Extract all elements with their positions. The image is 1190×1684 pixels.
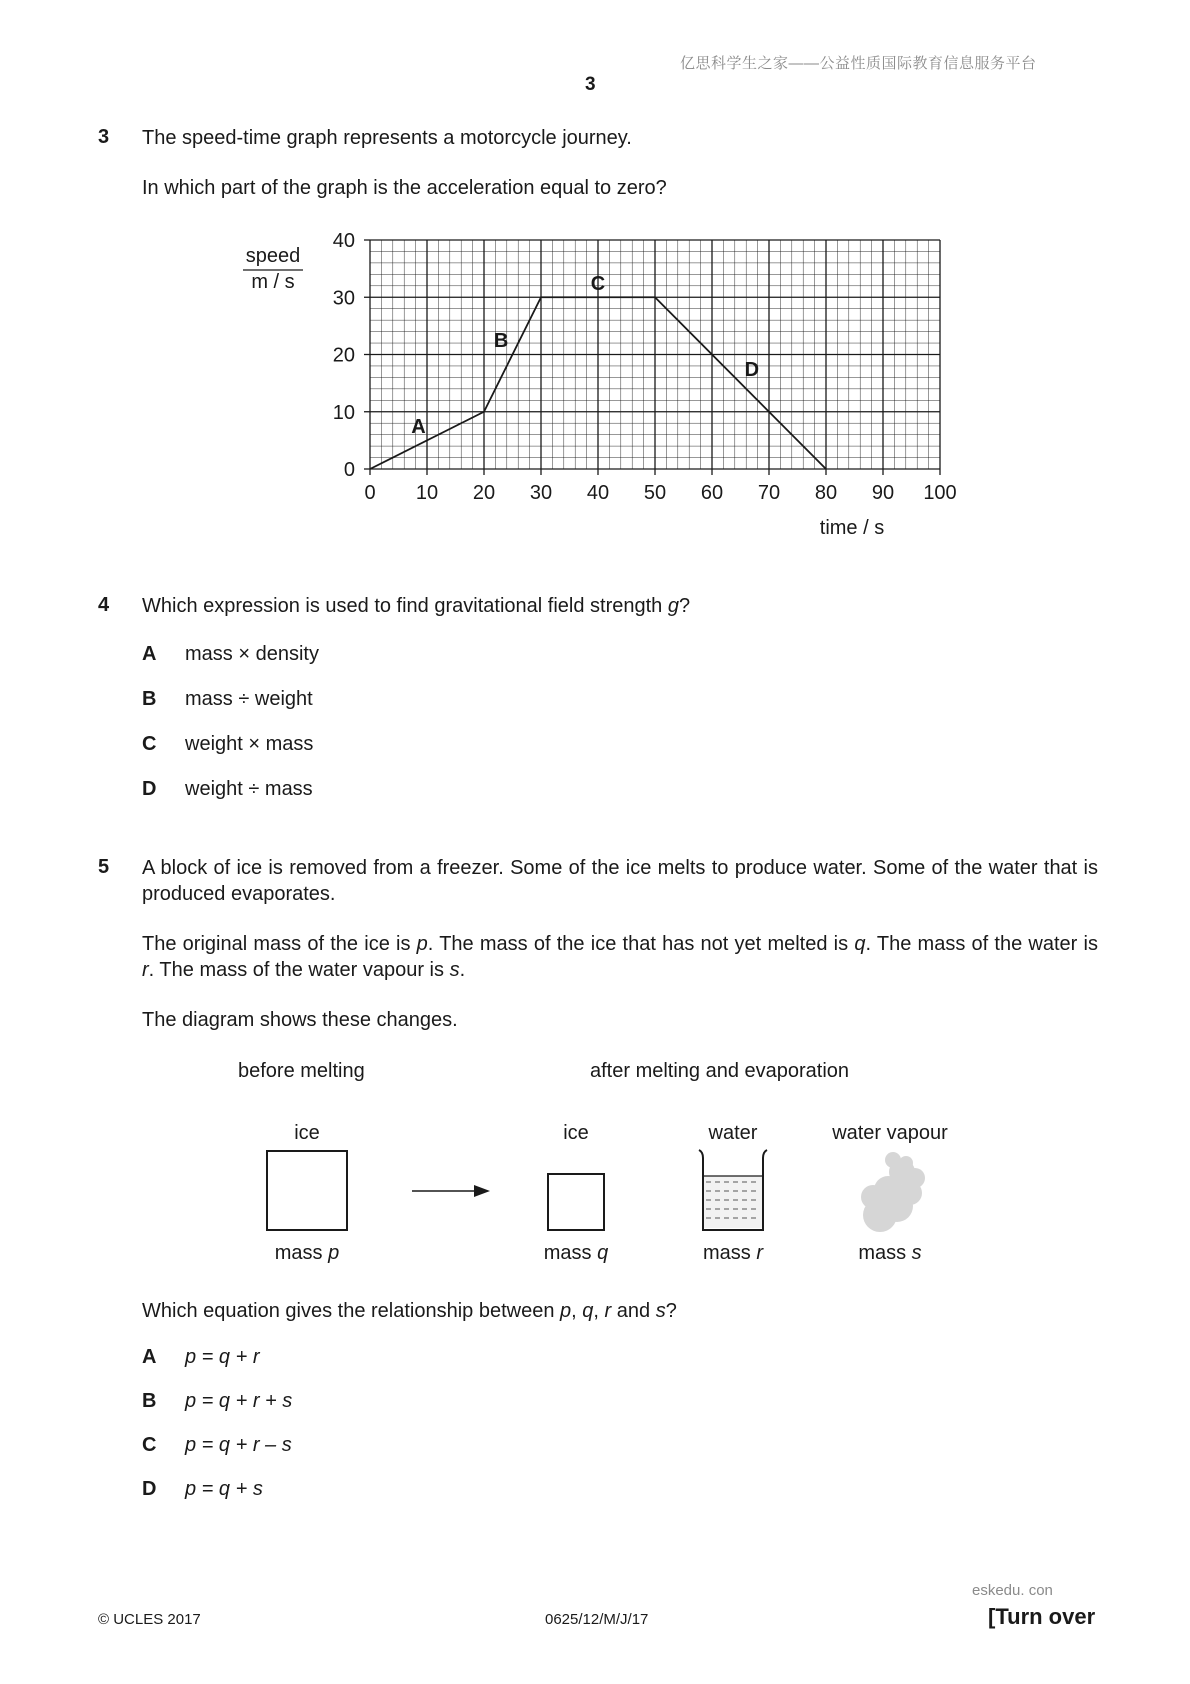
arrow-head-icon bbox=[474, 1185, 490, 1197]
question-3-number: 3 bbox=[98, 126, 110, 148]
x-tick-label: 10 bbox=[415, 482, 439, 504]
beaker-icon bbox=[699, 1150, 767, 1230]
p2-var-p: p bbox=[416, 933, 428, 955]
y-tick-label: 20 bbox=[332, 344, 355, 367]
chart-grid bbox=[364, 240, 940, 475]
mass-r-label bbox=[673, 1240, 793, 1266]
question-4-number: 4 bbox=[98, 594, 110, 616]
x-tick-label: 30 bbox=[529, 482, 553, 504]
p2-part: . The mass of the water is bbox=[865, 933, 1098, 955]
q5-option-a-text[interactable]: p = q + r bbox=[185, 1346, 260, 1368]
question-3-line-1: The speed-time graph represents a motorcycle journey. bbox=[142, 127, 632, 149]
vapour-cloud-icon bbox=[861, 1152, 925, 1232]
chart-tick-labels bbox=[333, 230, 957, 504]
q5q-var-r: r bbox=[604, 1300, 612, 1322]
q5q-part: and bbox=[611, 1300, 656, 1322]
mass-var-s: s bbox=[911, 1242, 922, 1264]
footer-copyright: © UCLES 2017 bbox=[98, 1611, 201, 1628]
water-vapour-label: water vapour bbox=[832, 1122, 948, 1144]
y-axis-label-units: m / s bbox=[251, 271, 295, 293]
ice-label-after: ice bbox=[563, 1122, 589, 1144]
p2-var-q: q bbox=[854, 933, 866, 955]
p2-var-r: r bbox=[142, 959, 149, 981]
page-number: 3 bbox=[585, 74, 596, 95]
question-5-paragraph-2 bbox=[142, 931, 1098, 983]
q5q-part: , bbox=[593, 1300, 605, 1322]
ice-block-small bbox=[548, 1174, 604, 1230]
x-tick-label: 90 bbox=[871, 482, 895, 504]
turn-over-label: [Turn over bbox=[988, 1604, 1096, 1629]
question-5-question bbox=[142, 1298, 677, 1324]
mass-word: mass bbox=[274, 1242, 323, 1264]
segment-label-d: D bbox=[744, 358, 760, 381]
q4-option-a-text[interactable]: mass × density bbox=[185, 643, 319, 665]
question-5-paragraph-3: The diagram shows these changes. bbox=[142, 1009, 458, 1031]
q5-option-a-letter[interactable]: A bbox=[142, 1346, 157, 1368]
x-tick-label: 50 bbox=[643, 482, 667, 504]
mass-s-label bbox=[830, 1240, 950, 1266]
q4-option-c-text[interactable]: weight × mass bbox=[185, 733, 314, 755]
p2-var-s: s bbox=[449, 959, 460, 981]
mass-var-q: q bbox=[597, 1242, 609, 1264]
y-tick-label: 30 bbox=[332, 287, 355, 310]
y-tick-label: 0 bbox=[343, 459, 355, 481]
mass-var-p: p bbox=[328, 1242, 340, 1264]
q5q-var-q: q bbox=[582, 1300, 594, 1322]
question-3-line-2: In which part of the graph is the acceleration equal to zero? bbox=[142, 177, 667, 199]
mass-word: mass bbox=[858, 1242, 907, 1264]
speed-time-graph bbox=[200, 220, 980, 550]
y-tick-label: 10 bbox=[332, 401, 355, 424]
q5-option-d-letter[interactable]: D bbox=[142, 1478, 157, 1500]
q4-option-c-letter[interactable]: C bbox=[142, 733, 157, 755]
q5-option-c-letter[interactable]: C bbox=[142, 1434, 157, 1456]
q5q-var-s: s bbox=[655, 1300, 666, 1322]
q5-option-d-text[interactable]: p = q + s bbox=[185, 1478, 263, 1500]
x-tick-label: 0 bbox=[364, 482, 376, 504]
q4-option-a-letter[interactable]: A bbox=[142, 643, 157, 665]
ice-block-large bbox=[267, 1151, 347, 1230]
segment-label-b: B bbox=[493, 330, 509, 353]
x-tick-label: 80 bbox=[814, 482, 838, 504]
question-4-text-before: Which expression is used to find gravitational field strength bbox=[142, 595, 668, 617]
q5-option-b-text[interactable]: p = q + r + s bbox=[185, 1390, 293, 1412]
x-tick-label: 60 bbox=[700, 482, 724, 504]
q4-option-b-text[interactable]: mass ÷ weight bbox=[185, 688, 313, 710]
q5q-part: ? bbox=[665, 1300, 677, 1322]
mass-var-r: r bbox=[756, 1242, 764, 1264]
footer-site-watermark: eskedu. con bbox=[972, 1582, 1053, 1599]
segment-label-c: C bbox=[590, 272, 606, 295]
p2-part: . bbox=[459, 959, 466, 981]
mass-p-label bbox=[247, 1240, 367, 1266]
y-axis-label-speed: speed bbox=[245, 245, 301, 267]
q5q-var-p: p bbox=[560, 1300, 572, 1322]
q5-option-b-letter[interactable]: B bbox=[142, 1390, 157, 1412]
question-5-paragraph-1: A block of ice is removed from a freezer. Some of the ice melts to produce water. Some of the water that is produced evaporates. bbox=[142, 857, 1098, 905]
x-axis-label: time / s bbox=[819, 517, 885, 539]
ice-label-before: ice bbox=[294, 1122, 320, 1144]
q4-option-d-text[interactable]: weight ÷ mass bbox=[185, 778, 313, 800]
q5q-part: Which equation gives the relationship between bbox=[142, 1300, 561, 1322]
mass-q-label bbox=[516, 1240, 636, 1266]
p2-part: The original mass of the ice is bbox=[142, 933, 417, 955]
before-melting-heading: before melting bbox=[238, 1060, 365, 1082]
segment-label-a: A bbox=[411, 416, 426, 439]
question-4-text bbox=[142, 593, 690, 619]
x-tick-label: 70 bbox=[757, 482, 781, 504]
q5q-part: , bbox=[571, 1300, 583, 1322]
question-4-text-after: ? bbox=[678, 595, 691, 617]
question-5-number: 5 bbox=[98, 856, 110, 878]
water-label: water bbox=[708, 1122, 758, 1144]
p2-part: . The mass of the ice that has not yet melted is bbox=[427, 933, 855, 955]
p2-part: . The mass of the water vapour is bbox=[148, 959, 450, 981]
q4-option-d-letter[interactable]: D bbox=[142, 778, 157, 800]
x-tick-label: 40 bbox=[586, 482, 610, 504]
mass-word: mass bbox=[543, 1242, 592, 1264]
melting-diagram bbox=[260, 1145, 960, 1240]
header-watermark: 亿思科学生之家——公益性质国际教育信息服务平台 bbox=[680, 55, 1037, 72]
footer-paper-code: 0625/12/M/J/17 bbox=[545, 1611, 649, 1628]
q5-option-c-text[interactable]: p = q + r – s bbox=[185, 1434, 292, 1456]
y-tick-label: 40 bbox=[332, 230, 355, 252]
after-melting-heading: after melting and evaporation bbox=[590, 1060, 850, 1082]
question-4-variable: g bbox=[667, 595, 679, 617]
x-tick-label: 20 bbox=[472, 482, 496, 504]
x-tick-label: 100 bbox=[923, 482, 957, 504]
q4-option-b-letter[interactable]: B bbox=[142, 688, 157, 710]
mass-word: mass bbox=[702, 1242, 751, 1264]
